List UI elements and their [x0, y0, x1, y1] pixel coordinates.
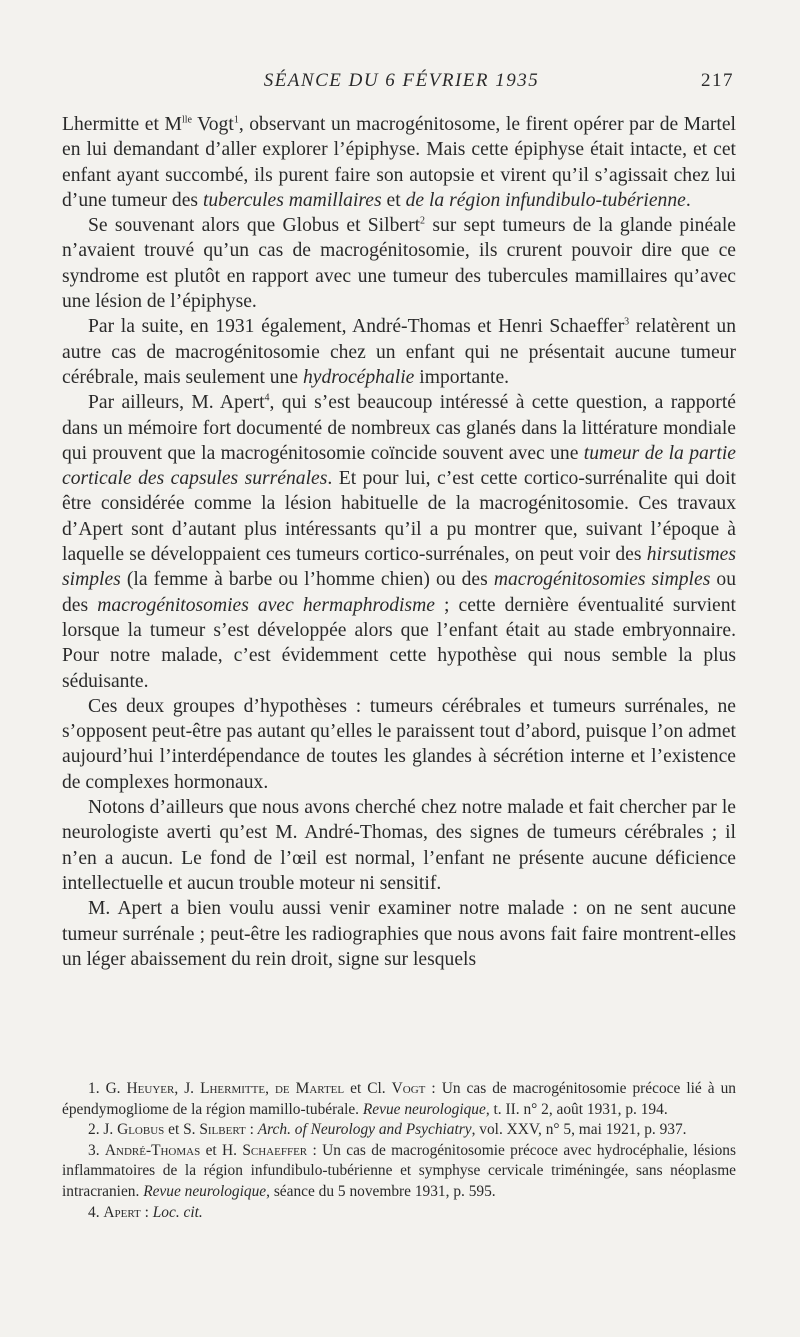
text-run: ; cette dernière éventualité survient lorsque la tumeur s’est développée alors que l’enfant était au stade embryonnaire. Pour notre malade, c’est évidemment cette hypothèse qui nous semble la plus séduisante. — [62, 594, 736, 692]
text-run: 1. G. — [88, 1080, 127, 1097]
footnote-4 — [62, 1203, 736, 1224]
text-run: , vol. XXV, n° 5, mai 1921, p. 937. — [471, 1121, 687, 1139]
text-run: (la femme à barbe ou l’homme chien) ou des — [120, 569, 494, 591]
footnotes — [62, 1079, 736, 1223]
footnote-ref-3: 3 — [624, 316, 630, 328]
text-run: , t. II. n° 2, août 1931, p. 194. — [485, 1100, 668, 1118]
text-run: relatèrent un autre cas de macrogénitosomie chez un enfant qui ne présentait aucune tumeur cérébrale, mais seulement une — [62, 316, 737, 388]
text-run: Par ailleurs, M. Apert — [88, 392, 265, 414]
text-run: 4. — [88, 1203, 104, 1221]
text-run: : — [140, 1203, 153, 1221]
citation-abbrev: Loc. cit. — [152, 1203, 203, 1221]
footnote-ref-2: 2 — [420, 215, 426, 227]
italic-term: hydrocéphalie — [303, 366, 415, 388]
text-run: : Un cas de macrogénitosomie précoce avec hydrocéphalie, lésions inflammatoires de la région infundibulo-tubérienne et symphyse cervicale triméningée, sans néoplasme intracranien. — [62, 1141, 736, 1200]
paragraph-5: Ces deux groupes d’hypothèses : tumeurs cérébrales et tumeurs surrénales, ne s’opposent peut-être pas autant qu’elles le paraissent tout d’abord, puisque l’on admet aujourd’hui l’interdépendance de toutes les glandes à sécrétion interne et l’existence de complexes hormonaux. — [62, 695, 736, 793]
running-header — [62, 70, 734, 92]
journal-title: Arch. of Neurology and Psychiatry — [257, 1121, 472, 1139]
author-name: de Martel — [274, 1080, 345, 1097]
text-run: , observant un macrogénitosome, le firent opérer par de Martel en lui demandant d’aller explorer l’épiphyse. Mais cette épiphyse était intacte, et cet enfant ayant succombé, ils purent faire son autopsie et virent qu’il s’agissait chez lui d’une tumeur des — [62, 114, 736, 211]
text-run: , qui s’est beaucoup intéressé à cette question, a rapporté dans un mémoire fort documenté de nombreux cas glanés dans la littérature mondiale qui prouvent que la macrogénitosomie coïncide souvent avec une — [62, 392, 736, 464]
italic-term: hirsutismes simples — [62, 544, 736, 591]
footnote-ref-4: 4 — [264, 392, 270, 404]
text-run: . — [685, 189, 691, 211]
text-run: et H. — [200, 1141, 243, 1159]
page-number: 217 — [701, 70, 734, 91]
paragraph-4 — [62, 390, 736, 694]
text-run: Lhermitte et M — [62, 114, 182, 135]
author-name: Schaeffer — [242, 1141, 308, 1159]
paragraph-3 — [62, 314, 736, 390]
text-run: , séance du 5 novembre 1931, p. 595. — [266, 1182, 496, 1200]
text-run: et Cl. — [344, 1080, 392, 1097]
author-name: Globus — [117, 1121, 165, 1139]
text-run: et S. — [164, 1121, 200, 1139]
text-run: : Un cas de macrogénitosomie précoce lié à un épendymogliome de la région mamillo-tubérale. — [62, 1080, 736, 1118]
italic-term: tumeur de la partie corticale des capsules surrénales — [62, 442, 736, 490]
text-run: 3. — [88, 1141, 105, 1159]
text-run: ou des — [62, 569, 736, 616]
author-name: Apert — [103, 1203, 141, 1221]
author-name: Heuyer — [126, 1080, 175, 1097]
footnote-ref-1: 1 — [233, 114, 239, 126]
text-run: Par la suite, en 1931 également, André-Thomas et Henri Schaeffer — [88, 316, 625, 338]
author-name: Lhermitte — [200, 1080, 266, 1097]
journal-title: Revue neurologique — [362, 1100, 486, 1118]
footnote-3 — [62, 1141, 736, 1203]
paragraph-2 — [62, 213, 736, 314]
text-run: . Et pour lui, c’est cette cortico-surrénalite qui doit être considérée comme la lésion habituelle de la macrogénitosomie. Ces travaux d’Apert sont d’autant plus intéressants qu’il a pu montrer que, suivant l’époque à laquelle se développaient ces tumeurs cortico-surrénales, on peut voir des — [62, 468, 736, 566]
author-name: André-Thomas — [104, 1141, 201, 1159]
body-text — [62, 112, 736, 972]
text-run: Vogt — [191, 114, 234, 135]
author-name: Silbert — [199, 1121, 246, 1139]
text-run: sur sept tumeurs de la glande pinéale n’avaient trouvé qu’un cas de macrogénitosomie, ils crurent pouvoir dire que ce syndrome est plutôt en rapport avec une tumeur des tubercules mamillaires qu’avec une lésion de l’épiphyse. — [62, 215, 737, 313]
text-run: et — [381, 189, 406, 211]
superscript: lle — [181, 114, 192, 126]
text-run: 2. J. — [88, 1121, 118, 1139]
italic-term: tubercules mamillaires — [202, 189, 382, 211]
paragraph-1 — [62, 112, 736, 213]
paragraph-6: Notons d’ailleurs que nous avons cherché chez notre malade et fait chercher par le neurologiste averti qu’est M. André-Thomas, des signes de tumeurs cérébrales ; il n’en a aucun. Le fond de l’œil est normal, l’enfant ne présente aucune déficience intellectuelle et aucun trouble moteur ni sensitif. — [62, 797, 736, 894]
author-name: Vogt — [391, 1080, 426, 1097]
italic-term: macrogénitosomies avec hermaphrodisme — [97, 594, 435, 616]
running-title: SÉANCE DU 6 FÉVRIER 1935 — [263, 70, 540, 91]
journal-title: Revue neurologique — [143, 1182, 267, 1200]
text-run: : — [245, 1121, 258, 1139]
footnote-2 — [62, 1120, 736, 1141]
italic-term: de la région infundibulo-tubérienne — [405, 189, 686, 211]
text-run: Se souvenant alors que Globus et Silbert — [88, 215, 421, 237]
text-run: , J. — [174, 1080, 201, 1097]
footnote-1 — [62, 1079, 736, 1120]
italic-term: macrogénitosomies simples — [493, 569, 711, 591]
text-run: importante. — [414, 366, 510, 388]
text-run: , — [265, 1080, 275, 1097]
paragraph-7: M. Apert a bien voulu aussi venir examiner notre malade : on ne sent aucune tumeur surrénale ; peut-être les radiographies que nous avons fait faire montrent-elles un léger abaissement du rein droit, signe sur lesquels — [62, 898, 736, 970]
